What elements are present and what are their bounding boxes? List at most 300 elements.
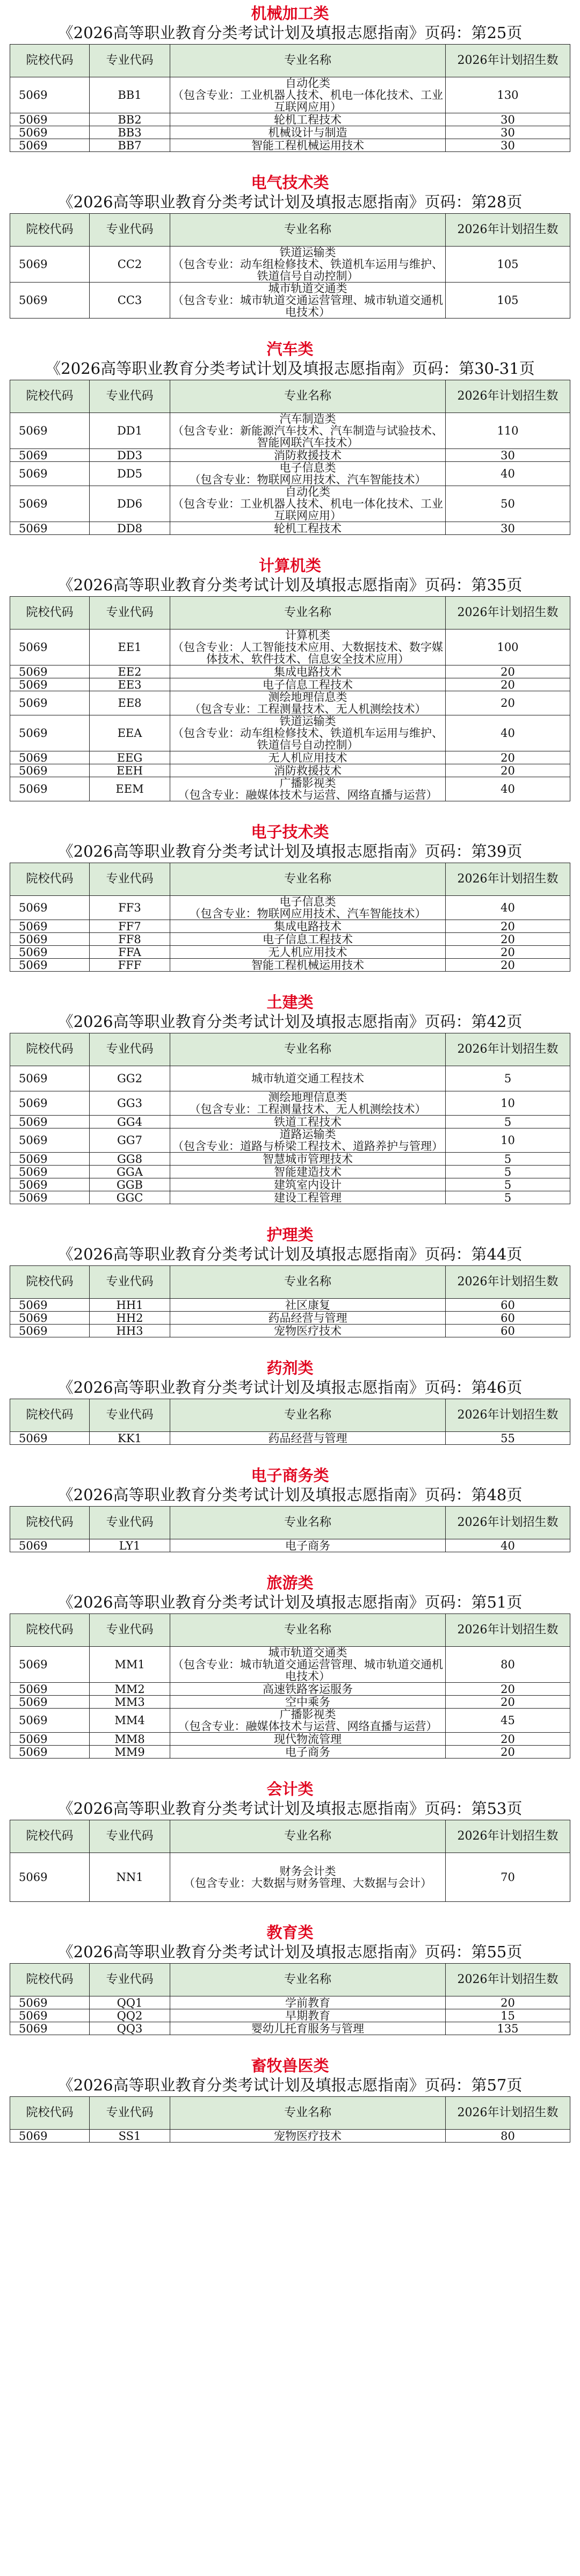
major-code-cell: HH3 (90, 1325, 170, 1337)
major-code-cell: BB2 (90, 113, 170, 126)
category-title: 电气技术类 (251, 173, 329, 192)
header-major-name: 专业名称 (170, 214, 446, 247)
school-code-cell: 5069 (10, 1166, 90, 1178)
category-title: 畜牧兽医类 (251, 2057, 329, 2075)
major-name-cell (170, 777, 446, 801)
major-code-cell: LY1 (90, 1539, 170, 1552)
major-code-cell: CC3 (90, 283, 170, 319)
school-code-cell: 5069 (10, 751, 90, 764)
major-code-cell: DD6 (90, 486, 170, 522)
plan-count-cell: 60 (446, 1299, 570, 1312)
major-code-cell: EE3 (90, 678, 170, 691)
major-name-cell (170, 1325, 446, 1337)
school-code-cell: 5069 (10, 691, 90, 715)
major-name: 建筑室内设计 (274, 1178, 342, 1191)
plan-count-cell: 20 (446, 920, 570, 933)
major-name-cell (170, 764, 446, 777)
header-school-code: 院校代码 (10, 1399, 90, 1432)
major-name-cell (170, 896, 446, 920)
school-code-cell: 5069 (10, 1091, 90, 1116)
major-code-cell: QQ3 (90, 2022, 170, 2035)
header-plan-count: 2026年计划招生数 (446, 1266, 570, 1299)
major-name: 测绘地理信息类 (268, 1091, 347, 1104)
major-name-cell (170, 2009, 446, 2022)
major-name: 集成电路技术 (274, 665, 342, 678)
major-name-cell (170, 522, 446, 535)
plan-count-cell: 60 (446, 1325, 570, 1337)
table-row (10, 2009, 570, 2022)
major-code-cell: BB3 (90, 126, 170, 139)
major-name-cell (170, 1166, 446, 1178)
header-plan-count: 2026年计划招生数 (446, 1033, 570, 1066)
enrollment-table (10, 2096, 570, 2143)
school-code-cell: 5069 (10, 1128, 90, 1153)
table-row (10, 933, 570, 946)
table-row (10, 946, 570, 959)
major-name: 自动化类 (285, 486, 330, 498)
plan-count-cell: 10 (446, 1128, 570, 1153)
major-name-cell (170, 2130, 446, 2143)
category-title: 药剂类 (266, 1359, 314, 1377)
header-plan-count: 2026年计划招生数 (446, 45, 570, 77)
major-name: 智能工程机械运用技术 (251, 958, 364, 972)
table-row (10, 522, 570, 535)
header-plan-count: 2026年计划招生数 (446, 1399, 570, 1432)
enrollment-table (10, 1506, 570, 1552)
school-code-cell: 5069 (10, 1178, 90, 1191)
plan-count-cell: 30 (446, 139, 570, 152)
header-major-code: 专业代码 (90, 2097, 170, 2130)
major-name: 宠物医疗技术 (274, 2129, 342, 2143)
major-name-cell (170, 77, 446, 113)
plan-count-cell: 20 (446, 1996, 570, 2009)
major-code-cell: GG4 (90, 1116, 170, 1128)
major-code-cell: NN1 (90, 1853, 170, 1902)
header-row (10, 380, 570, 413)
major-code-cell: MM4 (90, 1709, 170, 1733)
enrollment-table (10, 44, 570, 152)
table-row (10, 1178, 570, 1191)
header-major-code: 专业代码 (90, 1033, 170, 1066)
major-name-cell (170, 1733, 446, 1746)
table-row (10, 665, 570, 678)
school-code-cell: 5069 (10, 1746, 90, 1759)
guide-page-reference: 《2026高等职业教育分类考试计划及填报志愿指南》页码：第51页 (57, 1593, 523, 1611)
plan-count-cell: 30 (446, 126, 570, 139)
plan-count-cell: 30 (446, 449, 570, 462)
table-row (10, 1996, 570, 2009)
section (10, 823, 570, 972)
major-name-cell (170, 1091, 446, 1116)
header-major-code: 专业代码 (90, 1614, 170, 1647)
school-code-cell: 5069 (10, 896, 90, 920)
major-name: 药品经营与管理 (268, 1431, 347, 1445)
major-name-cell (170, 715, 446, 751)
plan-count-cell: 5 (446, 1166, 570, 1178)
included-majors: （包含专业：工程测量技术、无人机测绘技术） (189, 1103, 426, 1116)
guide-page-reference: 《2026高等职业教育分类考试计划及填报志愿指南》页码：第25页 (57, 24, 523, 42)
major-name: 轮机工程技术 (274, 113, 342, 126)
major-name-cell (170, 751, 446, 764)
header-plan-count: 2026年计划招生数 (446, 214, 570, 247)
header-major-code: 专业代码 (90, 380, 170, 413)
section (10, 4, 570, 152)
major-name-cell (170, 1153, 446, 1166)
table-row (10, 1153, 570, 1166)
major-code-cell: FF8 (90, 933, 170, 946)
header-row (10, 597, 570, 629)
header-plan-count: 2026年计划招生数 (446, 1614, 570, 1647)
guide-page-reference: 《2026高等职业教育分类考试计划及填报志愿指南》页码：第55页 (57, 1943, 523, 1961)
enrollment-table (10, 1820, 570, 1902)
major-name-cell (170, 413, 446, 449)
major-code-cell: HH2 (90, 1312, 170, 1325)
plan-count-cell: 20 (446, 959, 570, 972)
major-code-cell: GG3 (90, 1091, 170, 1116)
major-name: 轮机工程技术 (274, 522, 342, 535)
school-code-cell: 5069 (10, 2009, 90, 2022)
plan-count-cell: 60 (446, 1312, 570, 1325)
major-name: 城市轨道交通类 (268, 1646, 347, 1659)
enrollment-table (10, 380, 570, 535)
major-name-cell (170, 1191, 446, 1204)
major-name-cell (170, 678, 446, 691)
school-code-cell: 5069 (10, 522, 90, 535)
plan-count-cell: 20 (446, 933, 570, 946)
school-code-cell: 5069 (10, 1325, 90, 1337)
header-major-name: 专业名称 (170, 2097, 446, 2130)
major-name: 集成电路技术 (274, 920, 342, 933)
guide-page-reference: 《2026高等职业教育分类考试计划及填报志愿指南》页码：第30-31页 (45, 359, 535, 378)
major-name-cell (170, 1539, 446, 1552)
major-code-cell: MM2 (90, 1683, 170, 1696)
header-school-code: 院校代码 (10, 45, 90, 77)
header-school-code: 院校代码 (10, 597, 90, 629)
table-row (10, 1432, 570, 1445)
school-code-cell: 5069 (10, 1996, 90, 2009)
guide-page-reference: 《2026高等职业教育分类考试计划及填报志愿指南》页码：第48页 (57, 1486, 523, 1504)
major-name-cell (170, 920, 446, 933)
major-name: 电子信息类 (279, 461, 336, 474)
major-name-cell (170, 1128, 446, 1153)
school-code-cell: 5069 (10, 113, 90, 126)
major-name-cell (170, 139, 446, 152)
header-school-code: 院校代码 (10, 2097, 90, 2130)
section (10, 1780, 570, 1902)
plan-count-cell: 5 (446, 1178, 570, 1191)
major-code-cell: CC2 (90, 247, 170, 283)
major-name-cell (170, 2022, 446, 2035)
header-major-name: 专业名称 (170, 1033, 446, 1066)
plan-count-cell: 20 (446, 764, 570, 777)
major-name: 汽车制造类 (279, 413, 336, 425)
header-plan-count: 2026年计划招生数 (446, 863, 570, 896)
school-code-cell: 5069 (10, 462, 90, 486)
school-code-cell: 5069 (10, 629, 90, 665)
plan-count-cell: 135 (446, 2022, 570, 2035)
section (10, 1466, 570, 1552)
enrollment-table (10, 1613, 570, 1759)
header-major-code: 专业代码 (90, 1964, 170, 1996)
major-code-cell: HH1 (90, 1299, 170, 1312)
header-school-code: 院校代码 (10, 1964, 90, 1996)
major-name: 建设工程管理 (274, 1191, 342, 1204)
header-major-name: 专业名称 (170, 1399, 446, 1432)
major-name-cell (170, 1432, 446, 1445)
plan-count-cell: 80 (446, 2130, 570, 2143)
school-code-cell: 5069 (10, 959, 90, 972)
major-name: 道路运输类 (279, 1128, 336, 1141)
plan-count-cell: 20 (446, 946, 570, 959)
plan-count-cell: 30 (446, 113, 570, 126)
category-title: 计算机类 (258, 556, 321, 575)
major-name-cell (170, 126, 446, 139)
table-row (10, 1746, 570, 1759)
school-code-cell: 5069 (10, 1432, 90, 1445)
major-name-cell (170, 1696, 446, 1709)
major-name-cell (170, 247, 446, 283)
header-row (10, 1266, 570, 1299)
major-code-cell: FFF (90, 959, 170, 972)
table-row (10, 691, 570, 715)
major-name-cell (170, 1116, 446, 1128)
major-code-cell: FFA (90, 946, 170, 959)
major-code-cell: DD5 (90, 462, 170, 486)
school-code-cell: 5069 (10, 777, 90, 801)
header-major-name: 专业名称 (170, 380, 446, 413)
major-name: 智慧城市管理技术 (263, 1152, 353, 1166)
major-name: 无人机应用技术 (268, 945, 347, 959)
major-code-cell: DD3 (90, 449, 170, 462)
header-major-name: 专业名称 (170, 1820, 446, 1853)
header-major-name: 专业名称 (170, 863, 446, 896)
plan-count-cell: 20 (446, 751, 570, 764)
header-school-code: 院校代码 (10, 1033, 90, 1066)
table-row (10, 1539, 570, 1552)
plan-count-cell: 40 (446, 896, 570, 920)
plan-count-cell: 20 (446, 678, 570, 691)
plan-count-cell: 15 (446, 2009, 570, 2022)
header-row (10, 214, 570, 247)
section (10, 1359, 570, 1445)
major-code-cell: GG7 (90, 1128, 170, 1153)
header-major-name: 专业名称 (170, 1964, 446, 1996)
table-row (10, 1091, 570, 1116)
category-title: 会计类 (266, 1780, 314, 1798)
school-code-cell: 5069 (10, 1116, 90, 1128)
header-major-code: 专业代码 (90, 1507, 170, 1539)
table-row (10, 1683, 570, 1696)
plan-count-cell: 80 (446, 1647, 570, 1683)
major-name: 社区康复 (285, 1298, 330, 1312)
header-major-code: 专业代码 (90, 214, 170, 247)
table-row (10, 139, 570, 152)
major-name: 广播影视类 (279, 1708, 336, 1721)
table-row (10, 449, 570, 462)
major-code-cell: BB7 (90, 139, 170, 152)
category-title: 机械加工类 (251, 4, 329, 23)
school-code-cell: 5069 (10, 486, 90, 522)
table-row (10, 2130, 570, 2143)
table-row (10, 1299, 570, 1312)
plan-count-cell: 5 (446, 1116, 570, 1128)
header-school-code: 院校代码 (10, 1266, 90, 1299)
major-name: 电子商务 (285, 1745, 330, 1759)
table-row (10, 629, 570, 665)
header-row (10, 863, 570, 896)
table-row (10, 896, 570, 920)
header-major-name: 专业名称 (170, 1266, 446, 1299)
category-title: 电子技术类 (251, 823, 329, 841)
major-name-cell (170, 665, 446, 678)
school-code-cell: 5069 (10, 764, 90, 777)
major-name: 药品经营与管理 (268, 1311, 347, 1325)
table-row (10, 777, 570, 801)
category-title: 土建类 (266, 993, 314, 1011)
included-majors: （包含专业：人工智能技术应用、大数据技术、数字媒体技术、软件技术、信息安全技术应用） (172, 641, 443, 665)
enrollment-table (10, 596, 570, 801)
header-school-code: 院校代码 (10, 863, 90, 896)
section (10, 1574, 570, 1759)
plan-count-cell: 40 (446, 462, 570, 486)
header-major-code: 专业代码 (90, 597, 170, 629)
table-row (10, 1733, 570, 1746)
table-row (10, 462, 570, 486)
major-name: 铁道工程技术 (274, 1115, 342, 1128)
enrollment-table (10, 1399, 570, 1445)
major-name-cell (170, 1178, 446, 1191)
major-name: 学前教育 (285, 1996, 330, 2009)
plan-count-cell: 20 (446, 691, 570, 715)
major-name: 测绘地理信息类 (268, 691, 347, 704)
table-row (10, 283, 570, 319)
major-name: 宠物医疗技术 (274, 1324, 342, 1337)
plan-count-cell: 20 (446, 1683, 570, 1696)
major-name-cell (170, 1312, 446, 1325)
major-code-cell: QQ2 (90, 2009, 170, 2022)
included-majors: （包含专业：城市轨道交通运营管理、城市轨道交通机电技术） (172, 1658, 443, 1683)
header-major-name: 专业名称 (170, 45, 446, 77)
major-name: 广播影视类 (279, 777, 336, 790)
table-row (10, 1128, 570, 1153)
header-major-code: 专业代码 (90, 1820, 170, 1853)
plan-count-cell: 20 (446, 1696, 570, 1709)
major-name: 无人机应用技术 (268, 751, 347, 764)
header-row (10, 1507, 570, 1539)
header-row (10, 1033, 570, 1066)
enrollment-table (10, 863, 570, 972)
school-code-cell: 5069 (10, 1066, 90, 1091)
major-code-cell: EEH (90, 764, 170, 777)
table-row (10, 247, 570, 283)
major-code-cell: GGC (90, 1191, 170, 1204)
school-code-cell: 5069 (10, 1647, 90, 1683)
header-major-code: 专业代码 (90, 1266, 170, 1299)
enrollment-table (10, 213, 570, 319)
major-name: 消防救援技术 (274, 448, 342, 462)
major-name: 电子信息工程技术 (263, 678, 353, 691)
school-code-cell: 5069 (10, 449, 90, 462)
plan-count-cell: 55 (446, 1432, 570, 1445)
guide-page-reference: 《2026高等职业教育分类考试计划及填报志愿指南》页码：第39页 (57, 842, 523, 860)
major-name-cell (170, 629, 446, 665)
header-plan-count: 2026年计划招生数 (446, 380, 570, 413)
school-code-cell: 5069 (10, 933, 90, 946)
plan-count-cell: 20 (446, 1733, 570, 1746)
major-name-cell (170, 1709, 446, 1733)
included-majors: （包含专业：动车组检修技术、铁道机车运用与维护、铁道信号自动控制） (172, 727, 443, 751)
school-code-cell: 5069 (10, 77, 90, 113)
major-name-cell (170, 1299, 446, 1312)
major-code-cell: GGA (90, 1166, 170, 1178)
major-code-cell: EE1 (90, 629, 170, 665)
section (10, 556, 570, 801)
category-title: 旅游类 (266, 1574, 314, 1592)
guide-page-reference: 《2026高等职业教育分类考试计划及填报志愿指南》页码：第44页 (57, 1245, 523, 1263)
header-major-name: 专业名称 (170, 1507, 446, 1539)
major-name-cell (170, 1746, 446, 1759)
header-school-code: 院校代码 (10, 380, 90, 413)
header-row (10, 1614, 570, 1647)
table-row (10, 715, 570, 751)
major-name-cell (170, 113, 446, 126)
major-code-cell: QQ1 (90, 1996, 170, 2009)
major-code-cell: EEA (90, 715, 170, 751)
school-code-cell: 5069 (10, 678, 90, 691)
table-row (10, 1066, 570, 1091)
plan-count-cell: 5 (446, 1191, 570, 1204)
school-code-cell: 5069 (10, 413, 90, 449)
major-code-cell: EEG (90, 751, 170, 764)
section (10, 1226, 570, 1337)
plan-count-cell: 40 (446, 1539, 570, 1552)
school-code-cell: 5069 (10, 715, 90, 751)
header-school-code: 院校代码 (10, 1507, 90, 1539)
header-school-code: 院校代码 (10, 1820, 90, 1853)
school-code-cell: 5069 (10, 1696, 90, 1709)
plan-count-cell: 70 (446, 1853, 570, 1902)
major-name-cell (170, 486, 446, 522)
included-majors: （包含专业：工业机器人技术、机电一体化技术、工业互联网应用） (172, 89, 443, 113)
plan-count-cell: 20 (446, 665, 570, 678)
school-code-cell: 5069 (10, 1709, 90, 1733)
major-name: 计算机类 (285, 629, 330, 642)
enrollment-table (10, 1033, 570, 1204)
major-name-cell (170, 1683, 446, 1696)
header-row (10, 1399, 570, 1432)
enrollment-table (10, 1963, 570, 2035)
major-code-cell: EE8 (90, 691, 170, 715)
major-name-cell (170, 1066, 446, 1091)
table-row (10, 2022, 570, 2035)
school-code-cell: 5069 (10, 1312, 90, 1325)
table-row (10, 1312, 570, 1325)
included-majors: （包含专业：城市轨道交通运营管理、城市轨道交通机电技术） (172, 294, 443, 319)
section (10, 340, 570, 535)
header-plan-count: 2026年计划招生数 (446, 597, 570, 629)
header-school-code: 院校代码 (10, 214, 90, 247)
school-code-cell: 5069 (10, 139, 90, 152)
section (10, 993, 570, 1204)
guide-page-reference: 《2026高等职业教育分类考试计划及填报志愿指南》页码：第42页 (57, 1012, 523, 1031)
school-code-cell: 5069 (10, 1853, 90, 1902)
guide-page-reference: 《2026高等职业教育分类考试计划及填报志愿指南》页码：第46页 (57, 1378, 523, 1396)
header-row (10, 1964, 570, 1996)
plan-count-cell: 100 (446, 629, 570, 665)
table-row (10, 77, 570, 113)
major-code-cell: FF7 (90, 920, 170, 933)
major-code-cell: EE2 (90, 665, 170, 678)
